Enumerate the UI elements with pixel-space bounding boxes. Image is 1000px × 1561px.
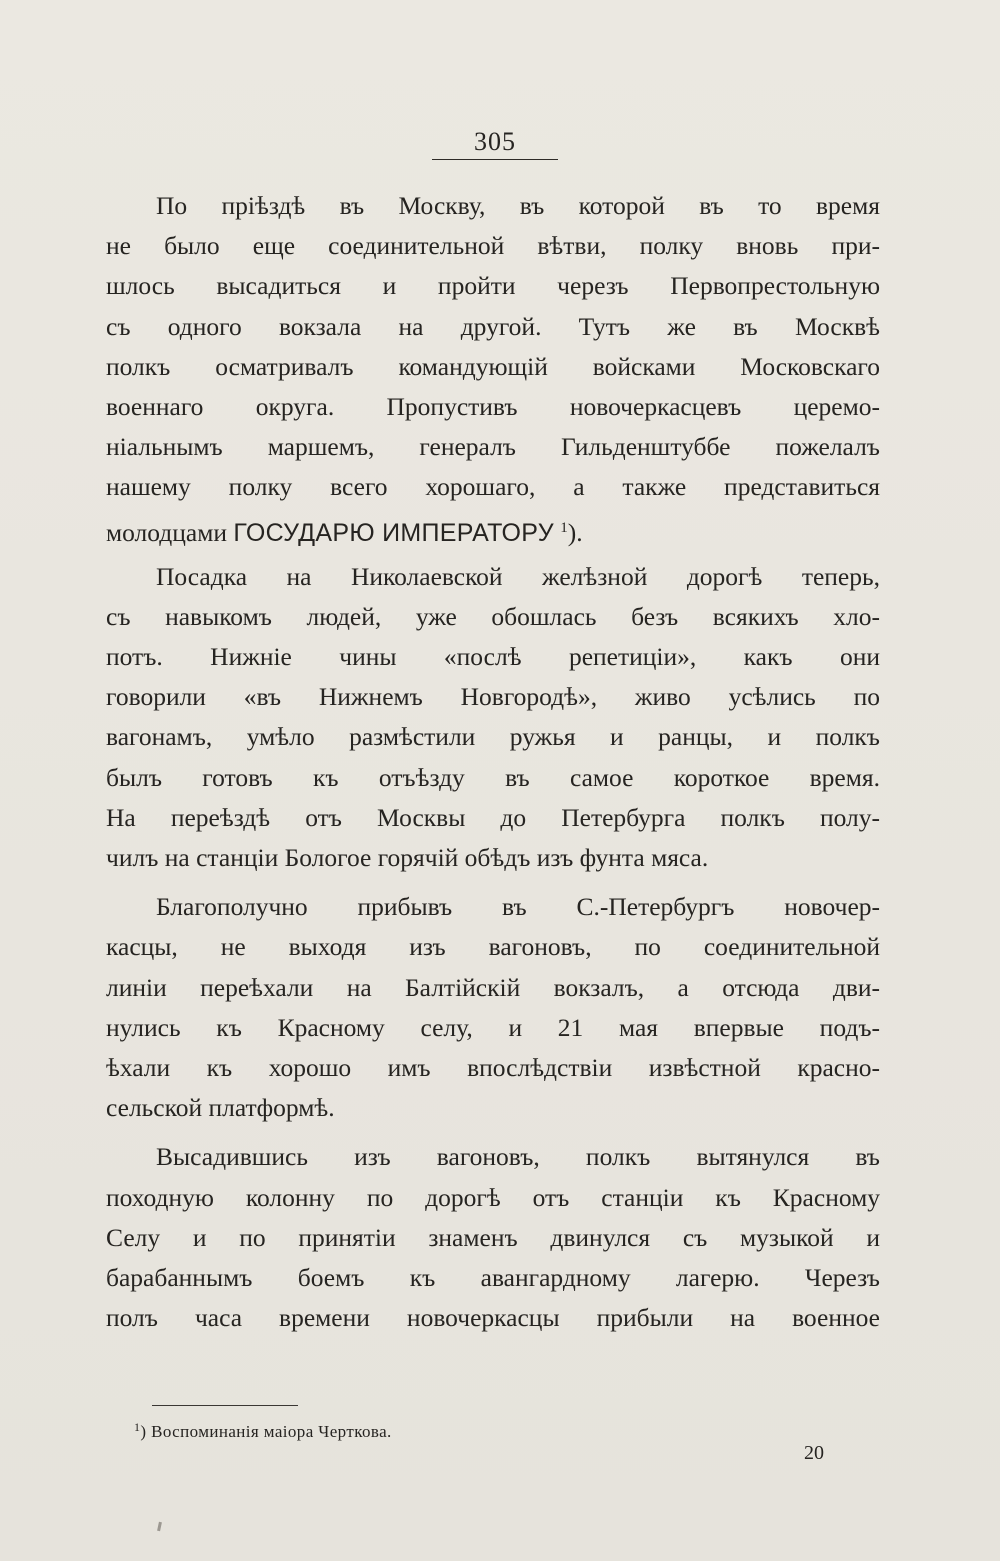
text-line: Благополучно прибывъ въ С.-Петербургъ новочер- <box>156 892 880 922</box>
text-line: съ навыкомъ людей, уже обошлась безъ всякихъ хло- <box>106 601 880 631</box>
text-line: Высадившись изъ вагоновъ, полкъ вытянулся въ <box>156 1142 880 1172</box>
text-line: говорили «въ Нижнемъ Новгородѣ», живо усѣлись по <box>106 682 880 712</box>
text-line-with-footnote-ref <box>106 508 880 548</box>
text-line: линіи переѣхали на Балтійскій вокзалъ, а отсюда дви- <box>106 972 880 1002</box>
text-line: походную колонну по дорогѣ отъ станціи къ Красному <box>106 1182 880 1212</box>
text-line: военнаго округа. Пропустивъ новочеркасцевъ церемо- <box>106 391 880 421</box>
text-line: сельской платформѣ. <box>106 1093 335 1123</box>
paper-speck <box>157 1522 162 1531</box>
footnote-rule <box>152 1405 298 1406</box>
text-line: полкъ осматривалъ командующій войсками Московскаго <box>106 351 880 381</box>
printer-signature: 20 <box>804 1442 824 1464</box>
text-line: полъ часа времени новочеркасцы прибыли на военное <box>106 1303 880 1333</box>
text-line: ніальнымъ маршемъ, генералъ Гильденштуббе пожелалъ <box>106 432 880 462</box>
text-fragment: молодцами <box>106 517 228 547</box>
text-line: потъ. Нижніе чины «послѣ репетиціи», какъ они <box>106 642 880 672</box>
text-line: вагонамъ, умѣло размѣстили ружья и ранцы, и полкъ <box>106 722 880 752</box>
footnote-reference: 1 <box>560 519 568 536</box>
paragraph-2 <box>106 557 880 879</box>
page-number-rule <box>432 159 558 160</box>
text-line: На переѣздѣ отъ Москвы до Петербурга полкъ полу- <box>106 802 880 832</box>
footnote <box>134 1415 392 1444</box>
text-line: касцы, не выходя изъ вагоновъ, по соединительной <box>106 932 880 962</box>
text-line: былъ готовъ къ отъѣзду въ самое короткое время. <box>106 762 880 792</box>
text-line: ѣхали къ хорошо имъ впослѣдствіи извѣстной красно- <box>106 1052 880 1082</box>
emphasized-caps-text: ГОСУДАРЮ ИМПЕРАТОРУ <box>233 518 554 547</box>
body-text <box>106 186 880 1347</box>
paragraph-4 <box>106 1137 880 1338</box>
text-line: барабаннымъ боемъ къ авангардному лагерю. Черезъ <box>106 1262 880 1292</box>
footnote-mark: 1 <box>134 1420 141 1434</box>
text-line: По пріѣздѣ въ Москву, въ которой въ то время <box>156 191 880 220</box>
text-line: не было еще соединительной вѣтви, полку вновь при- <box>106 231 880 261</box>
text-line: чилъ на станціи Бологое горячій обѣдъ изъ фунта мяса. <box>106 843 709 872</box>
text-line: Селу и по принятіи знаменъ двинулся съ музыкой и <box>106 1222 880 1252</box>
footnote-text: ) Воспоминанія маіора Черткова. <box>140 1422 392 1441</box>
page-number: 305 <box>474 127 516 156</box>
text-line: съ одного вокзала на другой. Тутъ же въ Москвѣ <box>106 311 880 341</box>
paragraph-1 <box>106 186 880 548</box>
text-line: шлось высадиться и пройти черезъ Первопрестольную <box>106 271 880 301</box>
text-line: нашему полку всего хорошаго, а также представиться <box>106 472 880 502</box>
text-line: нулись къ Красному селу, и 21 мая впервые подъ- <box>106 1012 880 1042</box>
paragraph-3 <box>106 887 880 1128</box>
text-fragment: ). <box>567 517 583 547</box>
text-line: Посадка на Николаевской желѣзной дорогѣ теперь, <box>156 561 880 591</box>
